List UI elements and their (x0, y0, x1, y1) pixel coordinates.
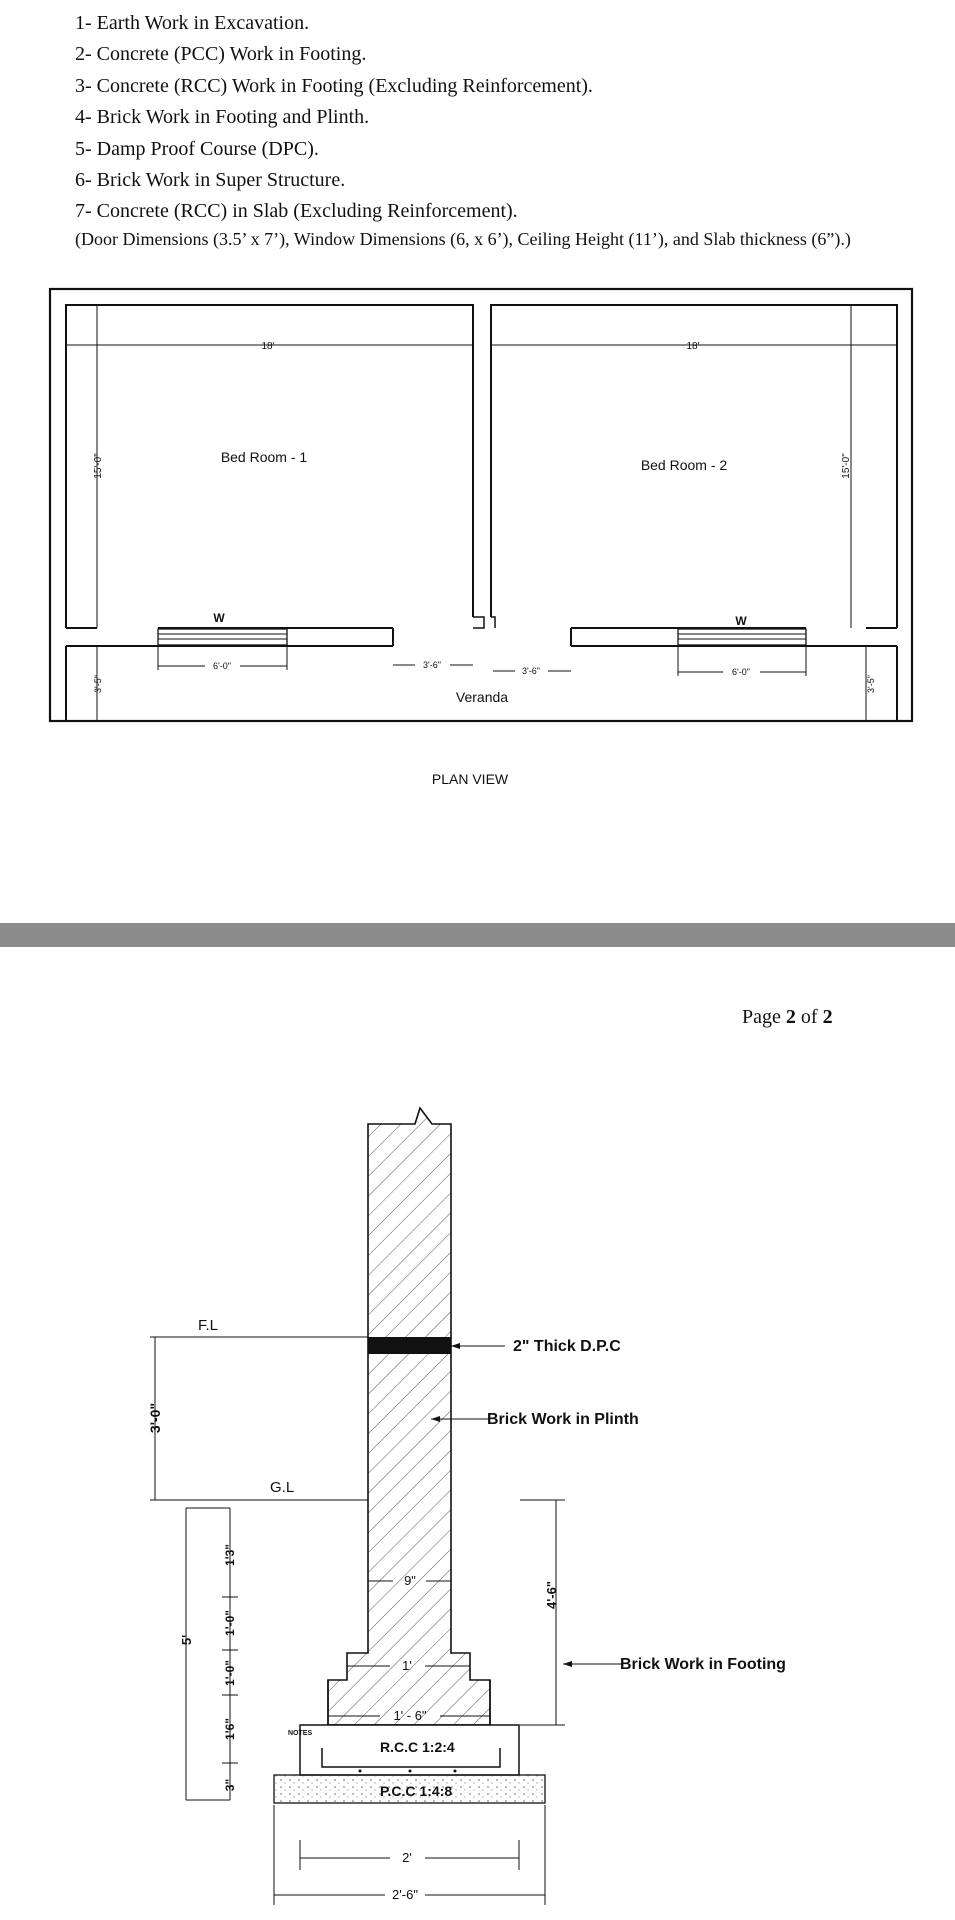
gl-label: G.L (270, 1479, 295, 1496)
window1-width-dim: 6'-0" (213, 661, 231, 671)
step1-width-dim: 1' (402, 1658, 412, 1673)
rcc-width-dim: 2' (402, 1850, 412, 1865)
dim-c: 1'-0" (223, 1660, 237, 1686)
step2-width-dim: 1' - 6" (393, 1708, 427, 1723)
door2-width-dim: 3'-6" (522, 666, 540, 676)
page-number: Page 2 of 2 (742, 1006, 833, 1028)
list-item: 6- Brick Work in Super Structure. (75, 169, 346, 192)
room1-label: Bed Room - 1 (220, 449, 308, 465)
dim-d: 1'6" (223, 1718, 237, 1740)
dim-a: 1'3" (223, 1544, 237, 1566)
list-item: 7- Concrete (RCC) in Slab (Excluding Reinforcement). (75, 200, 518, 223)
list-item: 4- Brick Work in Footing and Plinth. (75, 106, 370, 129)
list-item: 3- Concrete (RCC) Work in Footing (Excluding Reinforcement). (75, 74, 593, 97)
room1-width-dim: 18' (261, 341, 275, 352)
dpc-label: 2" Thick D.P.C (513, 1338, 621, 1355)
room2-label: Bed Room - 2 (640, 457, 728, 473)
veranda-left-dim: 3'-5" (93, 675, 103, 693)
depth-right-dim: 15'-0" (841, 453, 852, 479)
fl-label: F.L (198, 1317, 219, 1334)
wall-stem (328, 1108, 490, 1725)
brick-footing-label: Brick Work in Footing (620, 1656, 786, 1673)
list-item: 2- Concrete (PCC) Work in Footing. (75, 43, 367, 66)
window2-label: W (735, 614, 747, 628)
pcc-label: P.C.C 1:4:8 (380, 1783, 453, 1799)
list-item: 1- Earth Work in Excavation. (75, 12, 310, 34)
total-depth-dim: 5' (179, 1634, 194, 1646)
veranda-label: Veranda (455, 689, 509, 705)
veranda-right-dim: 3'-5" (866, 675, 876, 693)
list-item: 5- Damp Proof Course (DPC). (75, 137, 319, 160)
dim-b: 1'-0" (223, 1610, 237, 1636)
window1-label: W (213, 611, 225, 625)
depth-left-dim: 15'-0" (93, 453, 104, 479)
wall-width-dim: 9" (404, 1573, 416, 1588)
window2-width-dim: 6'-0" (732, 667, 750, 677)
door1-width-dim: 3'-6" (423, 660, 441, 670)
pcc-width-dim: 2'-6" (392, 1887, 418, 1902)
rcc-label: R.C.C 1:2:4 (380, 1739, 455, 1755)
footing-height-dim: 4'-6" (544, 1580, 559, 1610)
plinth-height-dim: 3'-0" (147, 1402, 163, 1434)
plan-title: PLAN VIEW (431, 771, 509, 787)
dpc-layer (368, 1337, 451, 1354)
dim-e: 3" (223, 1778, 237, 1792)
tiny-note: NOTES (288, 1730, 313, 1737)
room2-width-dim: 18' (686, 341, 700, 352)
brick-plinth-label: Brick Work in Plinth (487, 1411, 639, 1428)
dimensions-note: (Door Dimensions (3.5’ x 7’), Window Dimensions (6, x 6’), Ceiling Height (11’), and Slab thickness (6”).) (75, 229, 851, 249)
